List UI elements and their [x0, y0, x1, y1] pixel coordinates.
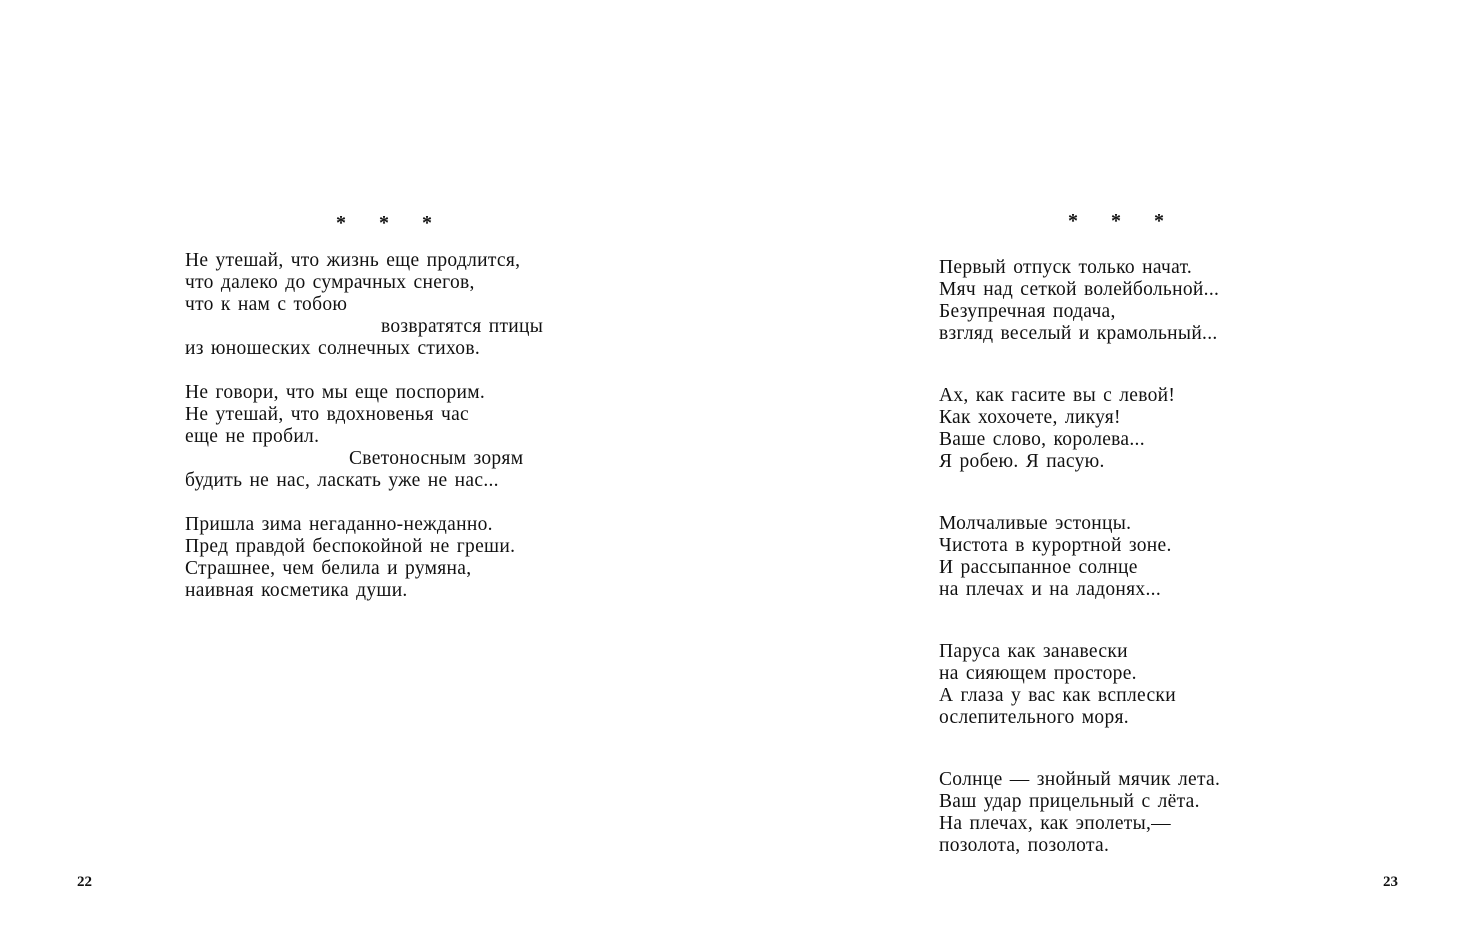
poem-line: Светоносным зорям	[349, 448, 524, 469]
stanza	[185, 514, 543, 602]
poem-line: на сияющем просторе.	[939, 663, 1137, 684]
poem-line: Мяч над сеткой волейбольной...	[939, 279, 1220, 300]
poem-line: Не говори, что мы еще поспорим.	[185, 382, 486, 403]
poem-line: Чистота в курортной зоне.	[939, 535, 1172, 556]
poem-line: И рассыпанное солнце	[939, 557, 1138, 578]
poem-line: позолота, позолота.	[939, 835, 1110, 856]
poem-line: Молчаливые эстонцы.	[939, 513, 1132, 534]
right-page	[738, 0, 1477, 945]
poem-line: Безупречная подача,	[939, 301, 1116, 322]
poem-line: Ваш удар прицельный с лёта.	[939, 791, 1200, 812]
stanza	[939, 513, 1220, 601]
poem-line: Солнце — знойный мячик лета.	[939, 769, 1221, 790]
section-separator: * * *	[1068, 210, 1178, 232]
poem-line: ослепительного моря.	[939, 707, 1129, 728]
page-number: 22	[77, 874, 92, 890]
poem-line: Ваше слово, королева...	[939, 429, 1145, 450]
poem-line: На плечах, как эполеты,—	[939, 813, 1171, 834]
poem-line: будить не нас, ласкать уже не нас...	[185, 470, 499, 491]
stanza	[939, 385, 1220, 473]
poem-line: возвратятся птицы	[381, 316, 544, 337]
poem-line: А глаза у вас как всплески	[939, 685, 1176, 706]
poem-line: что к нам с тобою	[185, 294, 348, 315]
poem-line: на плечах и на ладонях...	[939, 579, 1162, 600]
poem-line: Первый отпуск только начат.	[939, 257, 1193, 278]
poem-line: из юношеских солнечных стихов.	[185, 338, 481, 359]
poem-right	[939, 257, 1220, 857]
poem-line: Я робею. Я пасую.	[939, 451, 1105, 472]
stanza	[939, 769, 1220, 857]
stanza	[185, 382, 543, 492]
stanza	[939, 257, 1220, 345]
poem-line: Страшнее, чем белила и румяна,	[185, 558, 472, 579]
poem-left	[185, 250, 543, 602]
poem-line: наивная косметика души.	[185, 580, 408, 601]
poem-line: Пред правдой беспокойной не греши.	[185, 536, 516, 557]
page-number: 23	[1383, 874, 1398, 890]
poem-line: Как хохочете, ликуя!	[939, 407, 1121, 428]
poem-line: взгляд веселый и крамольный...	[939, 323, 1218, 344]
stanza	[939, 641, 1220, 729]
poem-line: Паруса как занавески	[939, 641, 1128, 662]
stanza	[185, 250, 543, 360]
poem-line: Пришла зима негаданно-нежданно.	[185, 514, 493, 535]
left-page	[0, 0, 738, 945]
poem-line: еще не пробил.	[185, 426, 320, 447]
poem-line: что далеко до сумрачных снегов,	[185, 272, 475, 293]
poem-line: Ах, как гасите вы с левой!	[939, 385, 1176, 406]
poem-line: Не утешай, что жизнь еще продлится,	[185, 250, 521, 271]
poem-line: Не утешай, что вдохновенья час	[185, 404, 469, 425]
section-separator: * * *	[336, 212, 446, 234]
